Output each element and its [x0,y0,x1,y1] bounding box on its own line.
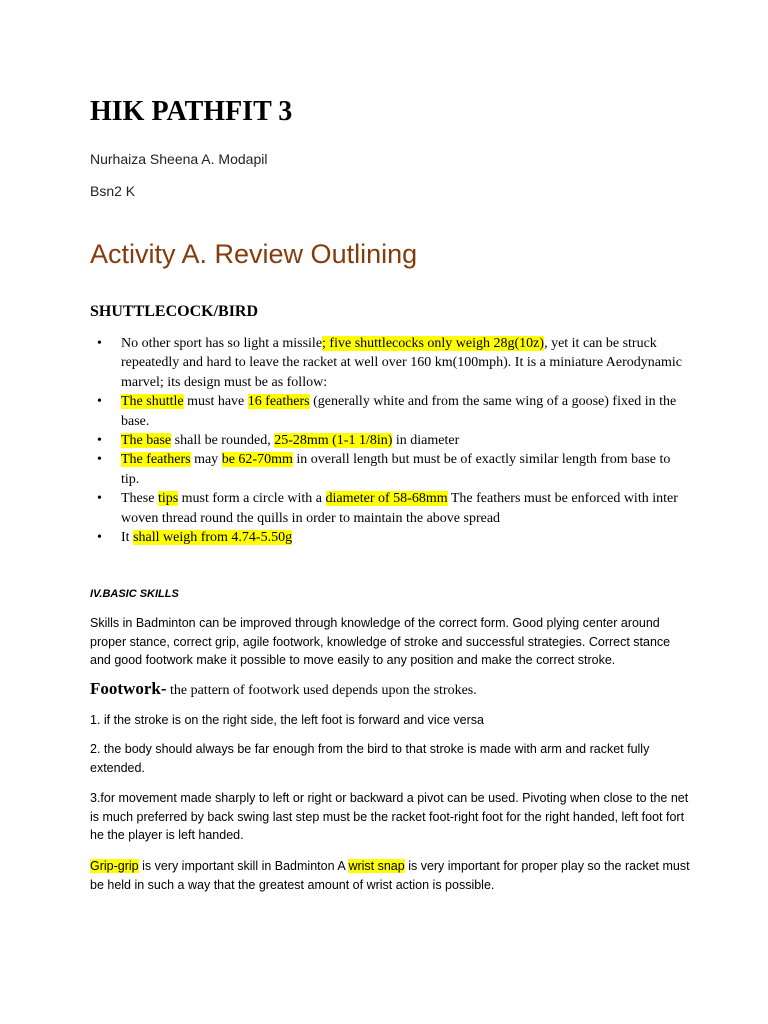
footwork-text: the pattern of footwork used depends upon the strokes. [166,683,477,698]
list-item [90,392,690,431]
bullet-text: The feathers must be enforced with inter woven thread round the quills in order to maintain the above spread [121,491,678,526]
bullet-text: No other sport has so light a missile [121,336,323,351]
highlighted-text: ; five shuttlecocks only weigh 28g(10z) [322,336,545,351]
section-title: SHUTTLECOCK/BIRD [90,303,259,320]
footwork-point-2: 2. the body should always be far enough from the bird to that stroke is made with arm and racket fully extended. [90,742,650,775]
author-name: Nurhaiza Sheena A. Modapil [90,151,268,167]
highlighted-text: diameter of 58-68mm [325,491,448,507]
list-item [90,528,690,547]
bullet-text: These [121,491,158,507]
bullet-text: , yet it can be struck repeatedly and hard to leave the racket at well over 160 km(100mph). It is a miniature Aerodynamic marvel; its design must be as follow: [121,336,682,390]
list-item [90,334,690,392]
highlighted-text: tips [157,491,179,507]
highlighted-text: be 62-70mm [221,452,293,468]
bullet-text: (generally white and from the same wing of a goose) fixed in the base. [121,394,677,429]
bullet-text: in diameter [392,433,460,449]
bullet-text: It [121,530,134,546]
grip-text: is very important skill in Badminton A [138,859,349,873]
highlighted-text: wrist snap [348,859,405,873]
basic-skills-heading: IV.BASIC SKILLS [90,588,179,600]
list-item [90,450,690,489]
highlighted-text: 16 feathers [247,394,310,410]
highlighted-text: The feathers [121,452,191,468]
list-item [90,489,690,528]
bullet-text: must form a circle with a [178,491,326,507]
highlighted-text: 25-28mm (1-1 1/8in) [274,433,393,449]
class-section: Bsn2 K [90,183,136,199]
shuttlecock-bullet-list [90,334,690,547]
highlighted-text: shall weigh from 4.74-5.50g [133,530,293,546]
footwork-label: Footwork- [90,679,167,698]
footwork-point-1: 1. if the stroke is on the right side, the left foot is forward and vice versa [90,713,484,727]
bullet-text: in overall length but must be of exactly similar length from base to tip. [121,452,671,487]
highlighted-text: Grip-grip [90,859,139,873]
footwork-point-3: 3.for movement made sharply to left or right or backward a pivot can be used. Pivoting when close to the net is much preferred by back swing last step must be the racket foot-right foot for the right handed, left foot fort he the player is left handed. [90,791,689,842]
bullet-text: must have [183,394,248,410]
bullet-text: may [190,452,222,468]
bullet-text: shall be rounded, [171,433,275,449]
activity-heading: Activity A. Review Outlining [90,239,418,269]
grip-paragraph [90,857,690,894]
document-title: HIK PATHFIT 3 [90,96,293,127]
highlighted-text: The base [121,433,172,449]
footwork-paragraph [90,679,680,700]
skills-intro-paragraph: Skills in Badminton can be improved through knowledge of the correct form. Good plying center around proper stance, correct grip, agile footwork, knowledge of stroke and successful strategies. Correct stance and good footwork make it possible to move easily to any position and make the correct stroke. [90,616,671,667]
list-item [90,431,690,450]
grip-text: is very important for proper play so the racket must be held in such a way that the greatest amount of wrist action is possible. [90,859,690,892]
highlighted-text: The shuttle [121,394,184,410]
